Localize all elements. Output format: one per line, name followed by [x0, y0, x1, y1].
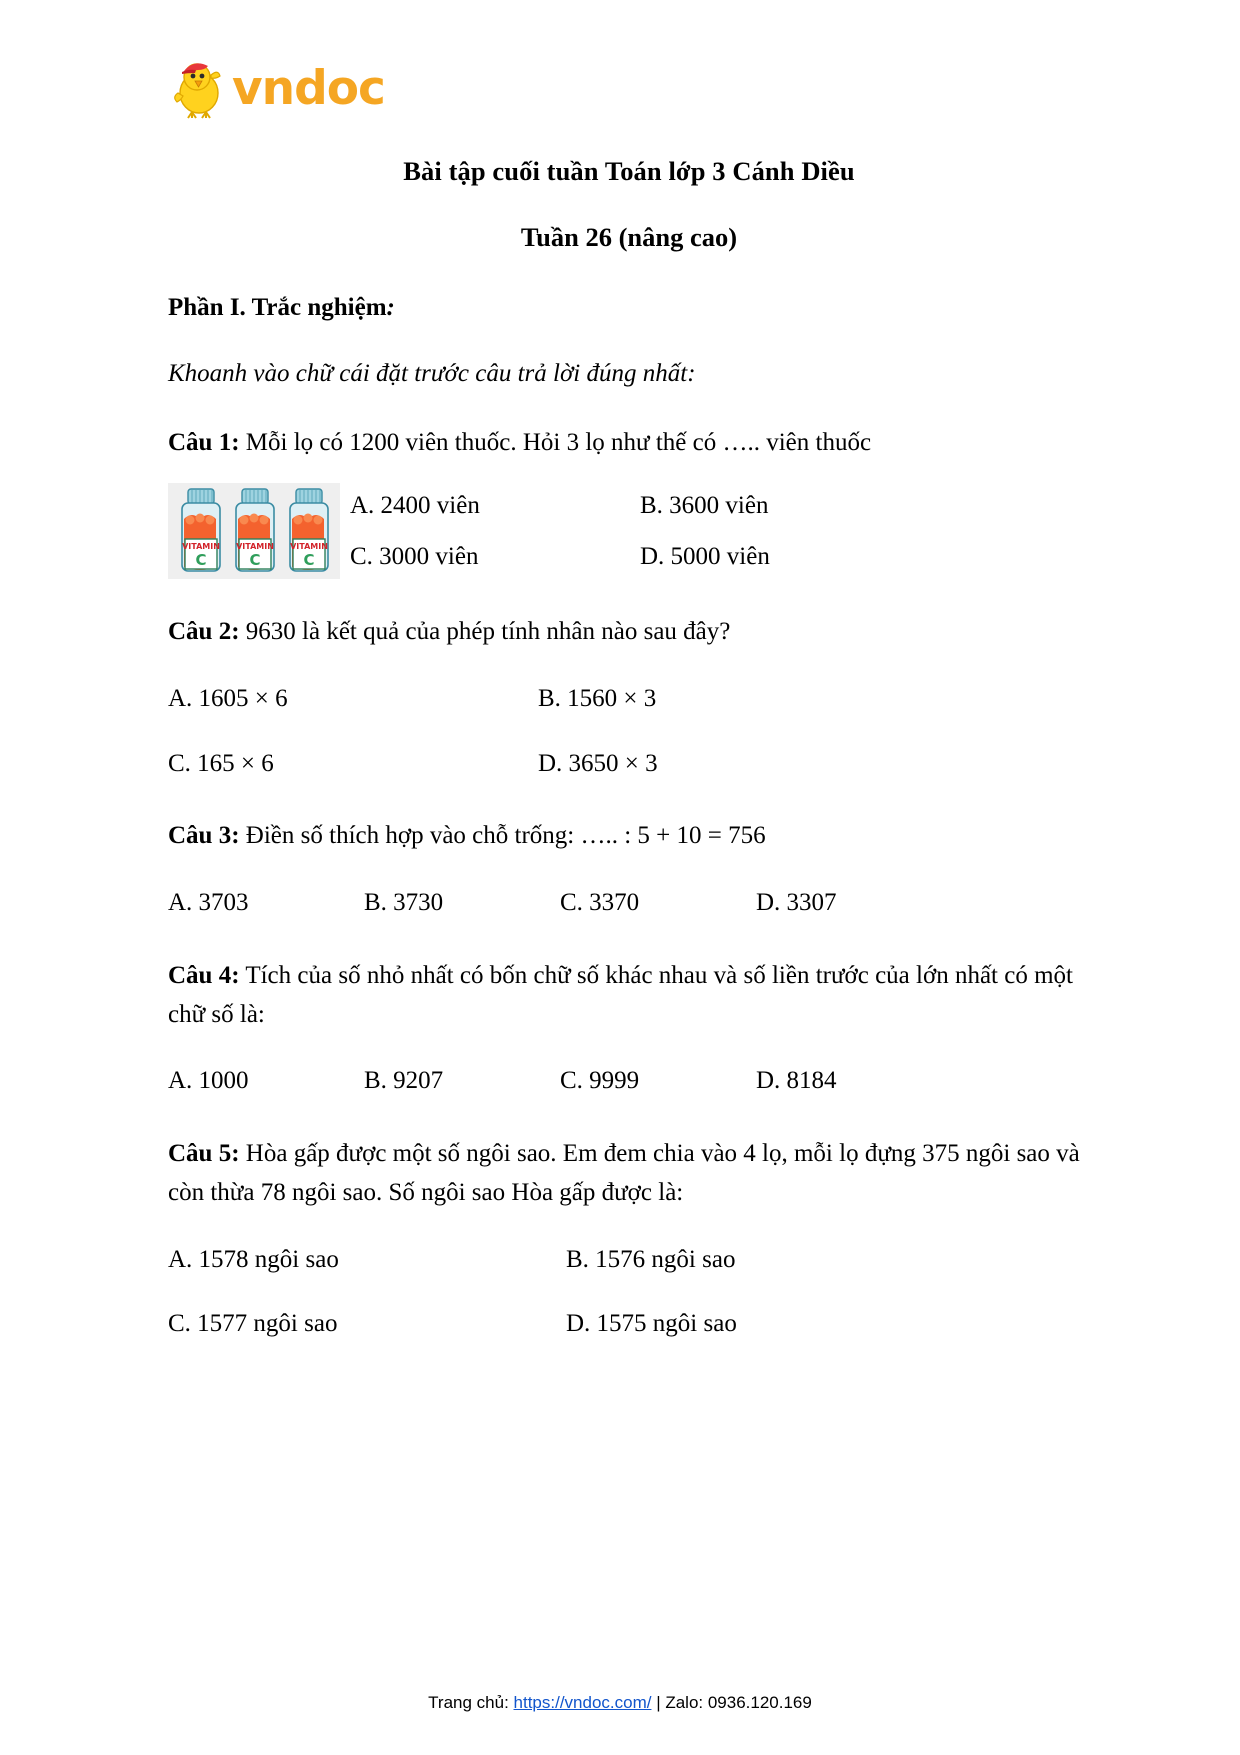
page-subtitle: Tuần 26 (nâng cao)	[520, 222, 738, 253]
question-2-option-b[interactable]: B. 1560 × 3	[538, 684, 657, 712]
question-2-option-d[interactable]: D. 3650 × 3	[538, 749, 658, 777]
question-4-text	[168, 957, 1090, 1035]
question-3-text	[168, 817, 1090, 856]
question-5-option-a[interactable]: A. 1578 ngôi sao	[168, 1245, 339, 1273]
page-footer	[0, 1693, 1240, 1713]
vitamin-bottles-image	[168, 483, 340, 579]
question-2-body: 9630 là kết quả của phép tính nhân nào sau đây?	[239, 618, 731, 646]
option-row	[168, 680, 1090, 719]
part-heading	[168, 291, 1090, 325]
chick-mascot-icon	[170, 57, 228, 119]
question-1-option-d[interactable]: D. 5000 viên	[640, 542, 770, 570]
question-5-option-b[interactable]: B. 1576 ngôi sao	[566, 1245, 736, 1273]
question-1-figure	[168, 477, 350, 579]
svg-text:VITAMIN: VITAMIN	[236, 542, 274, 552]
question-3-number: Câu 3:	[168, 822, 240, 850]
svg-text:C: C	[195, 551, 207, 570]
option-row	[168, 1062, 1090, 1101]
question-3-option-d[interactable]: D. 3307	[756, 889, 837, 917]
question-3-options	[168, 884, 1090, 923]
svg-text:C: C	[249, 551, 261, 570]
option-row	[168, 1241, 1090, 1280]
option-row	[168, 884, 1090, 923]
site-logo-row	[168, 40, 1090, 136]
option-row	[350, 538, 1090, 577]
question-1-option-a[interactable]: A. 2400 viên	[350, 492, 480, 520]
vndoc-home-link[interactable]: https://vndoc.com/	[513, 1693, 652, 1712]
svg-text:C: C	[303, 551, 315, 570]
question-3-option-b[interactable]: B. 3730	[364, 889, 444, 917]
question-2-option-c[interactable]: C. 165 × 6	[168, 749, 274, 777]
question-3-option-a[interactable]: A. 3703	[168, 889, 249, 917]
question-2-option-a[interactable]: A. 1605 × 6	[168, 684, 288, 712]
svg-text:VITAMIN: VITAMIN	[290, 542, 328, 552]
part-colon: :	[386, 293, 395, 321]
option-row	[168, 745, 1090, 784]
option-row	[350, 487, 1090, 526]
option-row	[168, 1305, 1090, 1344]
instruction-text: Khoanh vào chữ cái đặt trước câu trả lời đúng nhất:	[168, 359, 696, 387]
question-1-option-b[interactable]: B. 3600 viên	[640, 492, 769, 520]
question-3-option-c[interactable]: C. 3370	[560, 889, 640, 917]
svg-text:VITAMIN: VITAMIN	[182, 542, 220, 552]
question-1-text	[168, 424, 1090, 463]
question-5-option-c[interactable]: C. 1577 ngôi sao	[168, 1310, 338, 1338]
part-label: Phần I. Trắc nghiệm	[168, 293, 387, 321]
question-3-body: Điền số thích hợp vào chỗ trống: ….. : 5 + 10 = 756	[239, 822, 766, 850]
question-5-body: Hòa gấp được một số ngôi sao. Em đem chia vào 4 lọ, mỗi lọ đựng 375 ngôi sao và còn thừa 78 ngôi sao. Số ngôi sao Hòa gấp được là:	[168, 1140, 1080, 1206]
question-5-option-d[interactable]: D. 1575 ngôi sao	[566, 1310, 737, 1338]
question-4-option-b[interactable]: B. 9207	[364, 1067, 444, 1095]
question-5-options	[168, 1241, 1090, 1345]
question-5-text	[168, 1135, 1090, 1213]
question-2-options	[168, 680, 1090, 784]
vndoc-logo[interactable]	[170, 57, 385, 119]
question-2-text	[168, 613, 1090, 652]
question-4-option-d[interactable]: D. 8184	[756, 1067, 837, 1095]
logo-wordmark: vndoc	[232, 60, 385, 116]
footer-suffix: | Zalo: 0936.120.169	[651, 1693, 812, 1712]
question-5-number: Câu 5:	[168, 1140, 240, 1168]
question-2-number: Câu 2:	[168, 618, 240, 646]
question-1-option-c[interactable]: C. 3000 viên	[350, 542, 479, 570]
question-1-figure-and-options	[168, 477, 1090, 579]
page-title: Bài tập cuối tuần Toán lớp 3 Cánh Diều	[403, 156, 855, 186]
question-4-options	[168, 1062, 1090, 1101]
footer-prefix: Trang chủ:	[428, 1693, 514, 1712]
question-1-options	[350, 477, 1090, 577]
question-4-body: Tích của số nhỏ nhất có bốn chữ số khác nhau và số liền trước của lớn nhất có một chữ số là:	[168, 961, 1073, 1028]
question-1-number: Câu 1:	[168, 429, 240, 457]
question-4-number: Câu 4:	[168, 961, 240, 989]
question-1-body: Mỗi lọ có 1200 viên thuốc. Hỏi 3 lọ như thế có ….. viên thuốc	[239, 429, 872, 457]
question-4-option-c[interactable]: C. 9999	[560, 1067, 640, 1095]
question-4-option-a[interactable]: A. 1000	[168, 1067, 249, 1095]
